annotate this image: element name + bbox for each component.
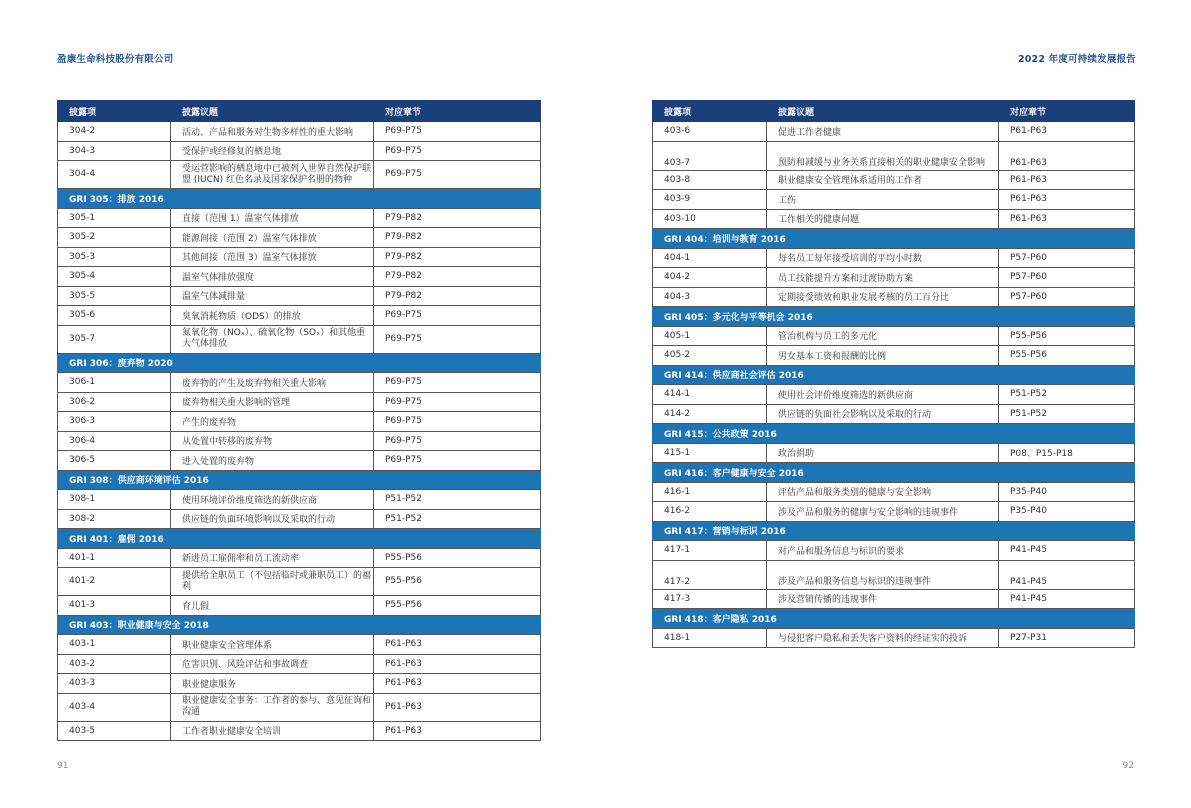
section-header-row bbox=[653, 365, 1135, 385]
page-reference: P55-P56 bbox=[374, 596, 541, 616]
table-row bbox=[653, 502, 1135, 522]
column-header-topic: 披露议题 bbox=[767, 101, 999, 122]
section-title: GRI 404：培训与教育 2016 bbox=[653, 229, 1135, 249]
section-title: GRI 415：公共政策 2016 bbox=[653, 424, 1135, 444]
page-number-right: 92 bbox=[1122, 761, 1134, 771]
table-row bbox=[58, 596, 541, 616]
page-reference: P69-P75 bbox=[374, 412, 541, 432]
section-header-row bbox=[58, 189, 541, 209]
disclosure-topic: 每名员工每年接受培训的平均小时数 bbox=[767, 248, 999, 268]
disclosure-topic: 职业健康安全事务：工作者的参与、意见征询和沟通 bbox=[171, 693, 374, 721]
table-row bbox=[58, 451, 541, 471]
table-body-left bbox=[58, 122, 541, 741]
page-reference: P27-P31 bbox=[999, 628, 1135, 648]
page-reference: P69-P75 bbox=[374, 141, 541, 161]
disclosure-code: 403-8 bbox=[653, 170, 767, 190]
disclosure-topic: 废弃物的产生及废弃物相关重大影响 bbox=[171, 373, 374, 393]
page-reference: P51-P52 bbox=[999, 404, 1135, 424]
page-reference: P69-P75 bbox=[374, 306, 541, 326]
page-reference: P61-P63 bbox=[999, 170, 1135, 190]
table-row bbox=[58, 267, 541, 287]
page-reference: P51-P52 bbox=[374, 490, 541, 510]
disclosure-code: 405-1 bbox=[653, 326, 767, 346]
table-row bbox=[653, 560, 1135, 589]
table-row bbox=[58, 490, 541, 510]
disclosure-code: 404-2 bbox=[653, 268, 767, 288]
page-reference: P79-P82 bbox=[374, 247, 541, 267]
section-header-row bbox=[653, 609, 1135, 629]
column-header-item: 披露项 bbox=[653, 101, 767, 122]
page-number-left: 91 bbox=[57, 761, 69, 771]
table-row bbox=[653, 190, 1135, 210]
page-reference: P35-P40 bbox=[999, 502, 1135, 522]
disclosure-code: 403-7 bbox=[653, 141, 767, 170]
table-row bbox=[58, 635, 541, 655]
section-header-row bbox=[58, 470, 541, 490]
section-title: GRI 416：客户健康与安全 2016 bbox=[653, 463, 1135, 483]
disclosure-code: 305-7 bbox=[58, 325, 171, 353]
disclosure-topic: 从处置中转移的废弃物 bbox=[171, 431, 374, 451]
table-row bbox=[58, 693, 541, 721]
page-reference: P61-P63 bbox=[999, 141, 1135, 170]
disclosure-topic: 使用社会评价维度筛选的新供应商 bbox=[767, 385, 999, 405]
section-title: GRI 405：多元化与平等机会 2016 bbox=[653, 307, 1135, 327]
disclosure-topic: 管治机构与员工的多元化 bbox=[767, 326, 999, 346]
disclosure-topic: 直接（范围 1）温室气体排放 bbox=[171, 208, 374, 228]
disclosure-topic: 活动、产品和服务对生物多样性的重大影响 bbox=[171, 122, 374, 142]
page-reference: P69-P75 bbox=[374, 122, 541, 142]
disclosure-topic: 预防和减缓与业务关系直接相关的职业健康安全影响 bbox=[767, 141, 999, 170]
page-reference: P57-P60 bbox=[999, 268, 1135, 288]
disclosure-code: 401-3 bbox=[58, 596, 171, 616]
page-reference: P79-P82 bbox=[374, 267, 541, 287]
table-row bbox=[653, 346, 1135, 366]
disclosure-code: 403-5 bbox=[58, 721, 171, 741]
page-reference: P41-P45 bbox=[999, 541, 1135, 561]
page-reference: P69-P75 bbox=[374, 373, 541, 393]
table-row bbox=[58, 325, 541, 353]
table-row bbox=[58, 122, 541, 142]
table-header-row bbox=[653, 101, 1135, 122]
table-row bbox=[653, 141, 1135, 170]
table-row bbox=[653, 404, 1135, 424]
page-reference: P79-P82 bbox=[374, 228, 541, 248]
disclosure-code: 306-4 bbox=[58, 431, 171, 451]
table-row bbox=[58, 654, 541, 674]
disclosure-topic: 工作者职业健康安全培训 bbox=[171, 721, 374, 741]
disclosure-topic: 政治捐助 bbox=[767, 443, 999, 463]
column-header-section: 对应章节 bbox=[374, 101, 541, 122]
table-row bbox=[653, 287, 1135, 307]
table-row bbox=[58, 431, 541, 451]
section-title: GRI 417：营销与标识 2016 bbox=[653, 521, 1135, 541]
disclosure-topic: 工伤 bbox=[767, 190, 999, 210]
section-header-row bbox=[653, 463, 1135, 483]
section-title: GRI 418：客户隐私 2016 bbox=[653, 609, 1135, 629]
section-title: GRI 403：职业健康与安全 2018 bbox=[58, 615, 541, 635]
section-title: GRI 306：废弃物 2020 bbox=[58, 353, 541, 373]
page-reference: P55-P56 bbox=[999, 326, 1135, 346]
disclosure-topic: 职业健康安全管理体系 bbox=[171, 635, 374, 655]
page-reference: P69-P75 bbox=[374, 392, 541, 412]
disclosure-code: 306-2 bbox=[58, 392, 171, 412]
column-header-topic: 披露议题 bbox=[171, 101, 374, 122]
disclosure-topic: 促进工作者健康 bbox=[767, 122, 999, 142]
disclosure-code: 405-2 bbox=[653, 346, 767, 366]
disclosure-code: 305-3 bbox=[58, 247, 171, 267]
disclosure-topic: 能源间接（范围 2）温室气体排放 bbox=[171, 228, 374, 248]
disclosure-code: 305-4 bbox=[58, 267, 171, 287]
table-row bbox=[58, 228, 541, 248]
table-row bbox=[58, 568, 541, 596]
page-reference: P51-P52 bbox=[999, 385, 1135, 405]
table-row bbox=[58, 412, 541, 432]
disclosure-code: 414-2 bbox=[653, 404, 767, 424]
disclosure-code: 416-2 bbox=[653, 502, 767, 522]
disclosure-code: 403-9 bbox=[653, 190, 767, 210]
section-header-row bbox=[653, 229, 1135, 249]
disclosure-topic: 废弃物相关重大影响的管理 bbox=[171, 392, 374, 412]
disclosure-topic: 危害识别、风险评估和事故调查 bbox=[171, 654, 374, 674]
company-name: 盈康生命科技股份有限公司 bbox=[57, 54, 174, 65]
disclosure-topic: 受保护或经修复的栖息地 bbox=[171, 141, 374, 161]
disclosure-code: 304-2 bbox=[58, 122, 171, 142]
disclosure-code: 403-1 bbox=[58, 635, 171, 655]
page-reference: P69-P75 bbox=[374, 431, 541, 451]
page-reference: P69-P75 bbox=[374, 325, 541, 353]
table-row bbox=[653, 248, 1135, 268]
table-row bbox=[58, 161, 541, 189]
page-reference: P61-P63 bbox=[999, 190, 1135, 210]
page-reference: P69-P75 bbox=[374, 451, 541, 471]
table-row bbox=[58, 548, 541, 568]
disclosure-topic: 受运营影响的栖息地中已被列入世界自然保护联盟 (IUCN) 红色名录及国家保护名册的物种 bbox=[171, 161, 374, 189]
disclosure-topic: 涉及产品和服务的健康与安全影响的违规事件 bbox=[767, 502, 999, 522]
disclosure-topic: 工作相关的健康问题 bbox=[767, 209, 999, 229]
table-row bbox=[58, 509, 541, 529]
disclosure-topic: 进入处置的废弃物 bbox=[171, 451, 374, 471]
page-reference: P57-P60 bbox=[999, 287, 1135, 307]
disclosure-code: 305-6 bbox=[58, 306, 171, 326]
disclosure-code: 404-1 bbox=[653, 248, 767, 268]
section-title: GRI 308：供应商环境评估 2016 bbox=[58, 470, 541, 490]
table-row bbox=[653, 482, 1135, 502]
disclosure-code: 308-2 bbox=[58, 509, 171, 529]
disclosure-topic: 育儿假 bbox=[171, 596, 374, 616]
disclosure-topic: 定期接受绩效和职业发展考核的员工百分比 bbox=[767, 287, 999, 307]
disclosure-code: 414-1 bbox=[653, 385, 767, 405]
disclosure-code: 304-4 bbox=[58, 161, 171, 189]
disclosure-topic: 对产品和服务信息与标识的要求 bbox=[767, 541, 999, 561]
table-row bbox=[653, 385, 1135, 405]
disclosure-topic: 职业健康安全管理体系适用的工作者 bbox=[767, 170, 999, 190]
disclosure-code: 416-1 bbox=[653, 482, 767, 502]
column-header-section: 对应章节 bbox=[999, 101, 1135, 122]
table-row bbox=[653, 589, 1135, 609]
disclosure-code: 306-3 bbox=[58, 412, 171, 432]
disclosure-code: 403-4 bbox=[58, 693, 171, 721]
disclosure-topic: 供应链的负面社会影响以及采取的行动 bbox=[767, 404, 999, 424]
disclosure-topic: 温室气体减排量 bbox=[171, 286, 374, 306]
page-reference: P41-P45 bbox=[999, 589, 1135, 609]
page-reference: P08、P15-P18 bbox=[999, 443, 1135, 463]
page-reference: P55-P56 bbox=[999, 346, 1135, 366]
table-row bbox=[653, 326, 1135, 346]
table-row bbox=[58, 674, 541, 694]
page-reference: P55-P56 bbox=[374, 548, 541, 568]
disclosure-code: 401-2 bbox=[58, 568, 171, 596]
column-header-item: 披露项 bbox=[58, 101, 171, 122]
disclosure-topic: 评估产品和服务类别的健康与安全影响 bbox=[767, 482, 999, 502]
disclosure-code: 417-1 bbox=[653, 541, 767, 561]
page-reference: P61-P63 bbox=[999, 209, 1135, 229]
table-row bbox=[653, 170, 1135, 190]
table-row bbox=[58, 247, 541, 267]
section-header-row bbox=[653, 521, 1135, 541]
page-reference: P61-P63 bbox=[374, 654, 541, 674]
disclosure-code: 304-3 bbox=[58, 141, 171, 161]
disclosure-topic: 员工技能提升方案和过渡协助方案 bbox=[767, 268, 999, 288]
disclosure-topic: 产生的废弃物 bbox=[171, 412, 374, 432]
section-header-row bbox=[653, 307, 1135, 327]
disclosure-topic: 与侵犯客户隐私和丢失客户资料的经证实的投诉 bbox=[767, 628, 999, 648]
disclosure-code: 417-2 bbox=[653, 560, 767, 589]
disclosure-topic: 臭氧消耗物质（ODS）的排放 bbox=[171, 306, 374, 326]
disclosure-topic: 温室气体排放强度 bbox=[171, 267, 374, 287]
section-title: GRI 305：排放 2016 bbox=[58, 189, 541, 209]
gri-index-table-right bbox=[652, 100, 1135, 648]
table-row bbox=[653, 122, 1135, 142]
table-row bbox=[653, 268, 1135, 288]
disclosure-code: 404-3 bbox=[653, 287, 767, 307]
disclosure-code: 306-5 bbox=[58, 451, 171, 471]
section-title: GRI 401：雇佣 2016 bbox=[58, 529, 541, 549]
report-title: 2022 年度可持续发展报告 bbox=[1017, 54, 1136, 65]
disclosure-topic: 涉及营销传播的违规事件 bbox=[767, 589, 999, 609]
disclosure-topic: 涉及产品和服务信息与标识的违规事件 bbox=[767, 560, 999, 589]
disclosure-topic: 男女基本工资和报酬的比例 bbox=[767, 346, 999, 366]
table-row bbox=[653, 209, 1135, 229]
disclosure-code: 305-2 bbox=[58, 228, 171, 248]
disclosure-topic: 氮氧化物（NOₓ）、硫氧化物（SOₓ）和其他重大气体排放 bbox=[171, 325, 374, 353]
table-row bbox=[58, 373, 541, 393]
section-title: GRI 414：供应商社会评估 2016 bbox=[653, 365, 1135, 385]
page-reference: P57-P60 bbox=[999, 248, 1135, 268]
disclosure-code: 306-1 bbox=[58, 373, 171, 393]
table-row bbox=[58, 306, 541, 326]
disclosure-topic: 使用环境评价维度筛选的新供应商 bbox=[171, 490, 374, 510]
section-header-row bbox=[58, 529, 541, 549]
page-reference: P61-P63 bbox=[374, 635, 541, 655]
disclosure-topic: 提供给全职员工（不包括临时或兼职员工）的福利 bbox=[171, 568, 374, 596]
table-row bbox=[58, 208, 541, 228]
disclosure-topic: 新进员工雇佣率和员工流动率 bbox=[171, 548, 374, 568]
disclosure-code: 415-1 bbox=[653, 443, 767, 463]
page-reference: P79-P82 bbox=[374, 286, 541, 306]
disclosure-topic: 职业健康服务 bbox=[171, 674, 374, 694]
disclosure-code: 417-3 bbox=[653, 589, 767, 609]
page-reference: P35-P40 bbox=[999, 482, 1135, 502]
disclosure-code: 305-1 bbox=[58, 208, 171, 228]
page-reference: P51-P52 bbox=[374, 509, 541, 529]
disclosure-topic: 其他间接（范围 3）温室气体排放 bbox=[171, 247, 374, 267]
page-reference: P61-P63 bbox=[374, 674, 541, 694]
disclosure-topic: 供应链的负面环境影响以及采取的行动 bbox=[171, 509, 374, 529]
table-body-right bbox=[653, 122, 1135, 648]
table-row bbox=[58, 721, 541, 741]
disclosure-code: 403-3 bbox=[58, 674, 171, 694]
section-header-row bbox=[58, 615, 541, 635]
table-row bbox=[653, 628, 1135, 648]
page-reference: P79-P82 bbox=[374, 208, 541, 228]
table-row bbox=[58, 392, 541, 412]
page-reference: P61-P63 bbox=[374, 721, 541, 741]
table-row bbox=[653, 541, 1135, 561]
page-reference: P61-P63 bbox=[374, 693, 541, 721]
page-reference: P41-P45 bbox=[999, 560, 1135, 589]
section-header-row bbox=[653, 424, 1135, 444]
disclosure-code: 403-10 bbox=[653, 209, 767, 229]
table-header-row bbox=[58, 101, 541, 122]
page-reference: P61-P63 bbox=[999, 122, 1135, 142]
disclosure-code: 418-1 bbox=[653, 628, 767, 648]
gri-index-table-left bbox=[57, 100, 541, 741]
section-header-row bbox=[58, 353, 541, 373]
page-reference: P69-P75 bbox=[374, 161, 541, 189]
table-row bbox=[58, 286, 541, 306]
disclosure-code: 401-1 bbox=[58, 548, 171, 568]
disclosure-code: 305-5 bbox=[58, 286, 171, 306]
disclosure-code: 403-2 bbox=[58, 654, 171, 674]
page-reference: P55-P56 bbox=[374, 568, 541, 596]
disclosure-code: 308-1 bbox=[58, 490, 171, 510]
disclosure-code: 403-6 bbox=[653, 122, 767, 142]
table-row bbox=[58, 141, 541, 161]
table-row bbox=[653, 443, 1135, 463]
